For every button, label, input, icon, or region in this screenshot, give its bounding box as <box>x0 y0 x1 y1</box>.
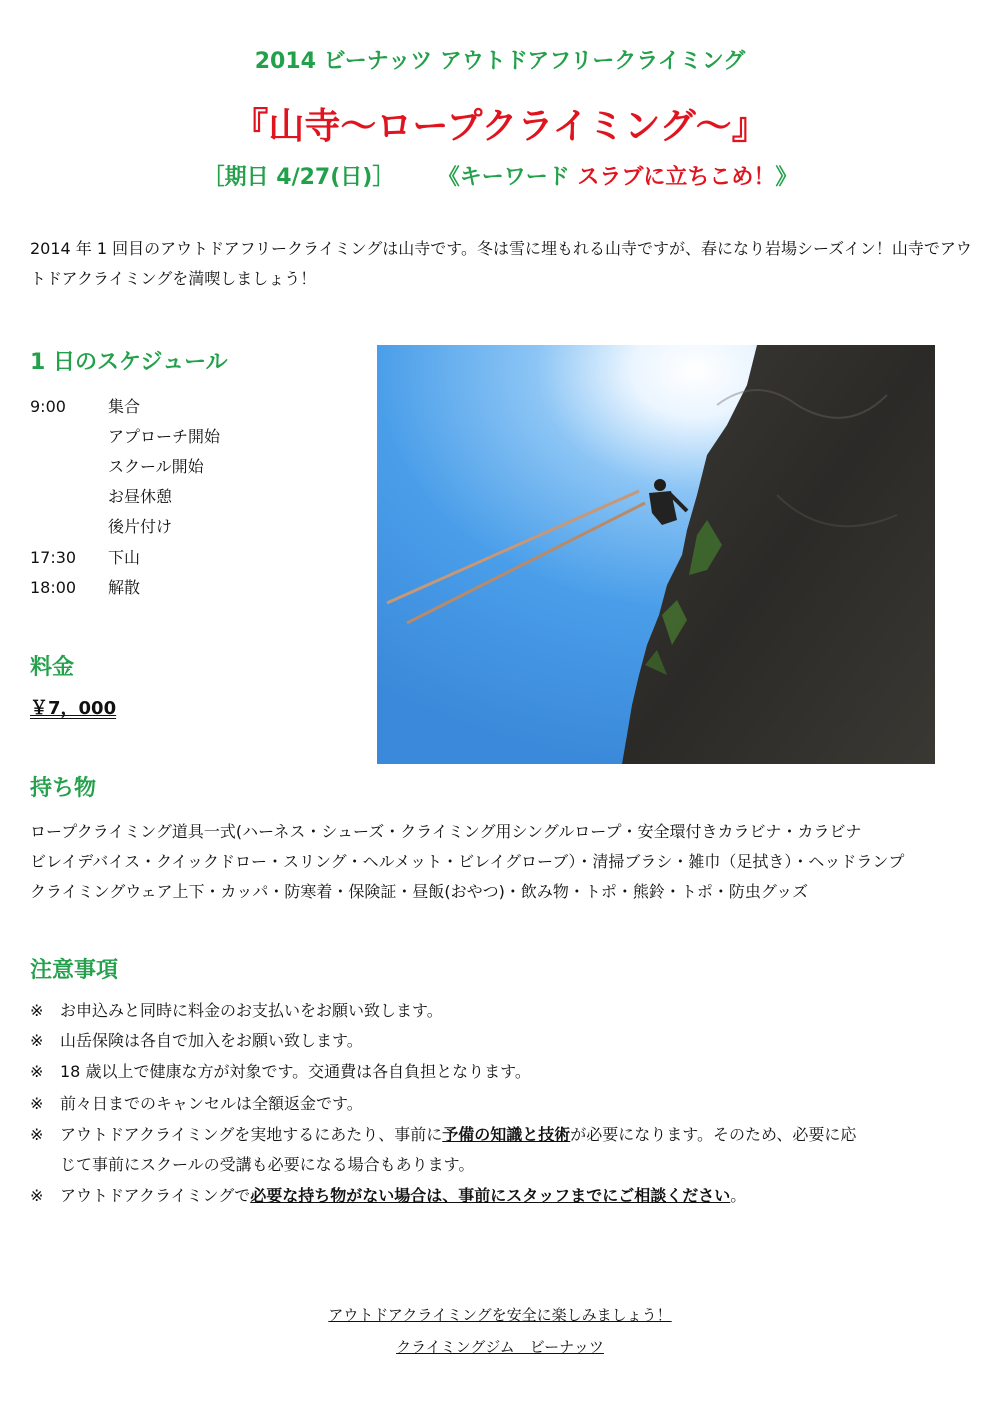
schedule-heading: 1 日のスケジュール <box>30 350 228 375</box>
note-mark: ※ <box>30 1094 44 1113</box>
schedule-item: 集合 <box>108 397 141 416</box>
schedule-time: 9:00 <box>30 397 66 416</box>
note-emphasis: 必要な持ち物がない場合は、事前にスタッフまでにご相談ください <box>250 1186 731 1205</box>
belongings-list <box>30 817 980 907</box>
note-emphasis: 予備の知識と技術 <box>442 1125 571 1144</box>
note-item <box>30 1120 980 1150</box>
keyword-label: 《キーワード <box>437 165 578 190</box>
schedule-time: 17:30 <box>30 548 77 567</box>
note-mark: ※ <box>30 1001 44 1020</box>
notes-heading: 注意事項 <box>30 958 119 983</box>
footer-gym-name-text: クライミングジム ビーナッツ <box>396 1338 604 1356</box>
note-text: 。 <box>730 1186 747 1205</box>
schedule-row <box>30 452 204 482</box>
note-item <box>30 1181 980 1211</box>
note-mark: ※ <box>30 1062 44 1081</box>
date-line <box>0 160 1000 191</box>
belongings-line: ビレイデバイス・クイックドロー・スリング・ヘルメット・ビレイグローブ）・清掃ブラシ・雑巾（足拭き）・ヘッドランプ <box>30 852 905 871</box>
note-item <box>30 1057 980 1087</box>
schedule-row <box>30 422 220 452</box>
note-text: アウトドアクライミングで <box>60 1186 251 1205</box>
price-value: ￥7，000 <box>30 698 117 719</box>
note-mark: ※ <box>30 1031 44 1050</box>
note-text: 山岳保険は各自で加入をお願い致します。 <box>60 1031 363 1050</box>
note-item <box>30 996 980 1026</box>
belongings-line: クライミングウェア上下・カッパ・防寒着・保険証・昼飯(おやつ)・飲み物・トポ・熊鈴・トポ・防虫グッズ <box>30 882 809 901</box>
note-text: 18 歳以上で健康な方が対象です。交通費は各自負担となります。 <box>60 1062 531 1081</box>
note-item-continued: じて事前にスクールの受講も必要になる場合もあります。 <box>60 1155 475 1174</box>
note-item <box>30 1089 980 1119</box>
fee-price <box>30 694 116 720</box>
belongings-line: ロープクライミング道具一式(ハーネス・シューズ・クライミング用シングルロープ・安全環付きカラビナ・カラビナ <box>30 822 862 841</box>
note-text: 前々日までのキャンセルは全額返金です。 <box>60 1094 363 1113</box>
schedule-time: 18:00 <box>30 578 77 597</box>
schedule-item: 下山 <box>108 548 141 567</box>
note-text: お申込みと同時に料金のお支払いをお願い致します。 <box>60 1001 443 1020</box>
note-text: が必要になります。そのため、必要に応 <box>570 1125 857 1144</box>
rappelling-photo <box>377 345 935 764</box>
footer-gym-name <box>0 1336 1000 1357</box>
keyword-close: 》 <box>775 165 798 190</box>
schedule-item: 後片付け <box>108 517 173 536</box>
fee-heading: 料金 <box>30 655 75 680</box>
keyword-value: スラブに立ちこめ！ <box>577 165 776 190</box>
schedule-row <box>30 543 140 573</box>
schedule-item: お昼休憩 <box>108 487 173 506</box>
event-title: 『山寺～ロープクライミング～』 <box>232 106 768 147</box>
event-subtitle: 2014 ビーナッツ アウトドアフリークライミング <box>254 49 746 74</box>
footer-slogan-text: アウトドアクライミングを安全に楽しみましょう！ <box>328 1306 672 1324</box>
note-item <box>30 1026 980 1056</box>
belongings-heading: 持ち物 <box>30 776 97 801</box>
note-text: アウトドアクライミングを実地するにあたり、事前に <box>60 1125 443 1144</box>
event-date: ［期日 4/27(日)］ <box>202 165 395 190</box>
schedule-row <box>30 482 172 512</box>
schedule-row <box>30 392 140 422</box>
schedule-row <box>30 512 172 542</box>
intro-paragraph: 2014 年 1 回目のアウトドアフリークライミングは山寺です。冬は雪に埋もれる山寺ですが、春になり岩場シーズイン！山寺でアウトドアクライミングを満喫しましょう！ <box>30 239 972 288</box>
schedule-item: アプローチ開始 <box>108 427 221 446</box>
schedule-item: スクール開始 <box>108 457 204 476</box>
schedule-row <box>30 573 140 603</box>
note-mark: ※ <box>30 1186 44 1205</box>
footer-slogan <box>0 1304 1000 1325</box>
note-mark: ※ <box>30 1125 44 1144</box>
schedule-item: 解散 <box>108 578 141 597</box>
